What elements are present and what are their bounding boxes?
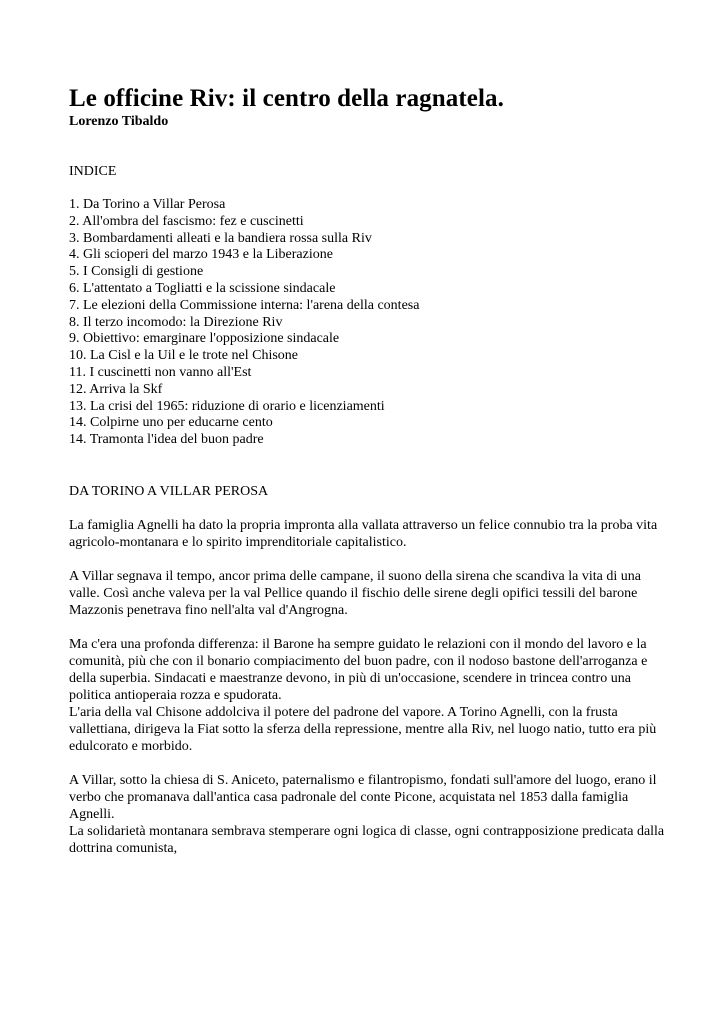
document-title: Le officine Riv: il centro della ragnatela.	[69, 85, 505, 112]
table-of-contents	[69, 197, 669, 449]
body-paragraph: A Villar, sotto la chiesa di S. Aniceto, paternalismo e filantropismo, fondati sull'amore del luogo, erano il verbo che promanava dall'antica casa padronale del conte Picone, acquistata nel 1853 dalla famiglia Agnelli.	[69, 772, 657, 822]
document-author: Lorenzo Tibaldo	[69, 114, 169, 129]
toc-item: 13. La crisi del 1965: riduzione di orario e licenziamenti	[69, 398, 385, 414]
toc-item: 2. All'ombra del fascismo: fez e cuscinetti	[69, 213, 304, 229]
body-paragraph: A Villar segnava il tempo, ancor prima delle campane, il suono della sirena che scandiva la vita di una valle. Così anche valeva per la val Pellice quando il fischio delle sirene degli opifici tessili del barone Mazzonis penetrava fino nell'alta val d'Angrogna.	[69, 568, 641, 618]
toc-item: 5. I Consigli di gestione	[69, 264, 204, 280]
body-paragraph: Ma c'era una profonda differenza: il Barone ha sempre guidato le relazioni con il mondo del lavoro e la comunità, più che con il bonario compiacimento del buon padre, con il nodoso bastone dell'arroganza e della superbia. Sindacati e maestranze devono, in più di un'occasione, scendere in trincea contro una politica antioperaia rozza e spudorata.	[69, 636, 648, 703]
toc-item: 1. Da Torino a Villar Perosa	[69, 197, 226, 212]
toc-item: 14. Tramonta l'idea del buon padre	[69, 432, 264, 448]
toc-item: 8. Il terzo incomodo: la Direzione Riv	[69, 314, 283, 330]
body-paragraph: L'aria della val Chisone addolciva il potere del padrone del vapore. A Torino Agnelli, con la frusta vallettiana, dirigeva la Fiat sotto la sferza della repressione, mentre alla Riv, nel luogo natio, tutto era più edulcorato e morbido.	[69, 704, 657, 754]
toc-item: 4. Gli scioperi del marzo 1943 e la Liberazione	[69, 247, 333, 263]
toc-item: 6. L'attentato a Togliatti e la scissione sindacale	[69, 280, 336, 296]
body-paragraph: La solidarietà montanara sembrava stemperare ogni logica di classe, ogni contrapposizione predicata dalla dottrina comunista,	[69, 823, 665, 856]
toc-item: 11. I cuscinetti non vanno all'Est	[69, 364, 252, 380]
toc-item: 7. Le elezioni della Commissione interna: l'arena della contesa	[69, 297, 420, 313]
toc-item: 9. Obiettivo: emarginare l'opposizione sindacale	[69, 331, 340, 347]
toc-item: 14. Colpirne uno per educarne cento	[69, 415, 273, 431]
body-paragraph: La famiglia Agnelli ha dato la propria impronta alla vallata attraverso un felice connubio tra la proba vita agricolo-montanara e lo spirito imprenditoriale capitalistico.	[69, 517, 658, 550]
toc-item: 3. Bombardamenti alleati e la bandiera rossa sulla Riv	[69, 230, 372, 246]
document-page	[69, 86, 669, 857]
toc-item: 12. Arriva la Skf	[69, 381, 163, 397]
section-heading: DA TORINO A VILLAR PEROSA	[69, 483, 269, 499]
toc-item: 10. La Cisl e la Uil e le trote nel Chisone	[69, 348, 299, 364]
index-heading: INDICE	[69, 164, 117, 179]
